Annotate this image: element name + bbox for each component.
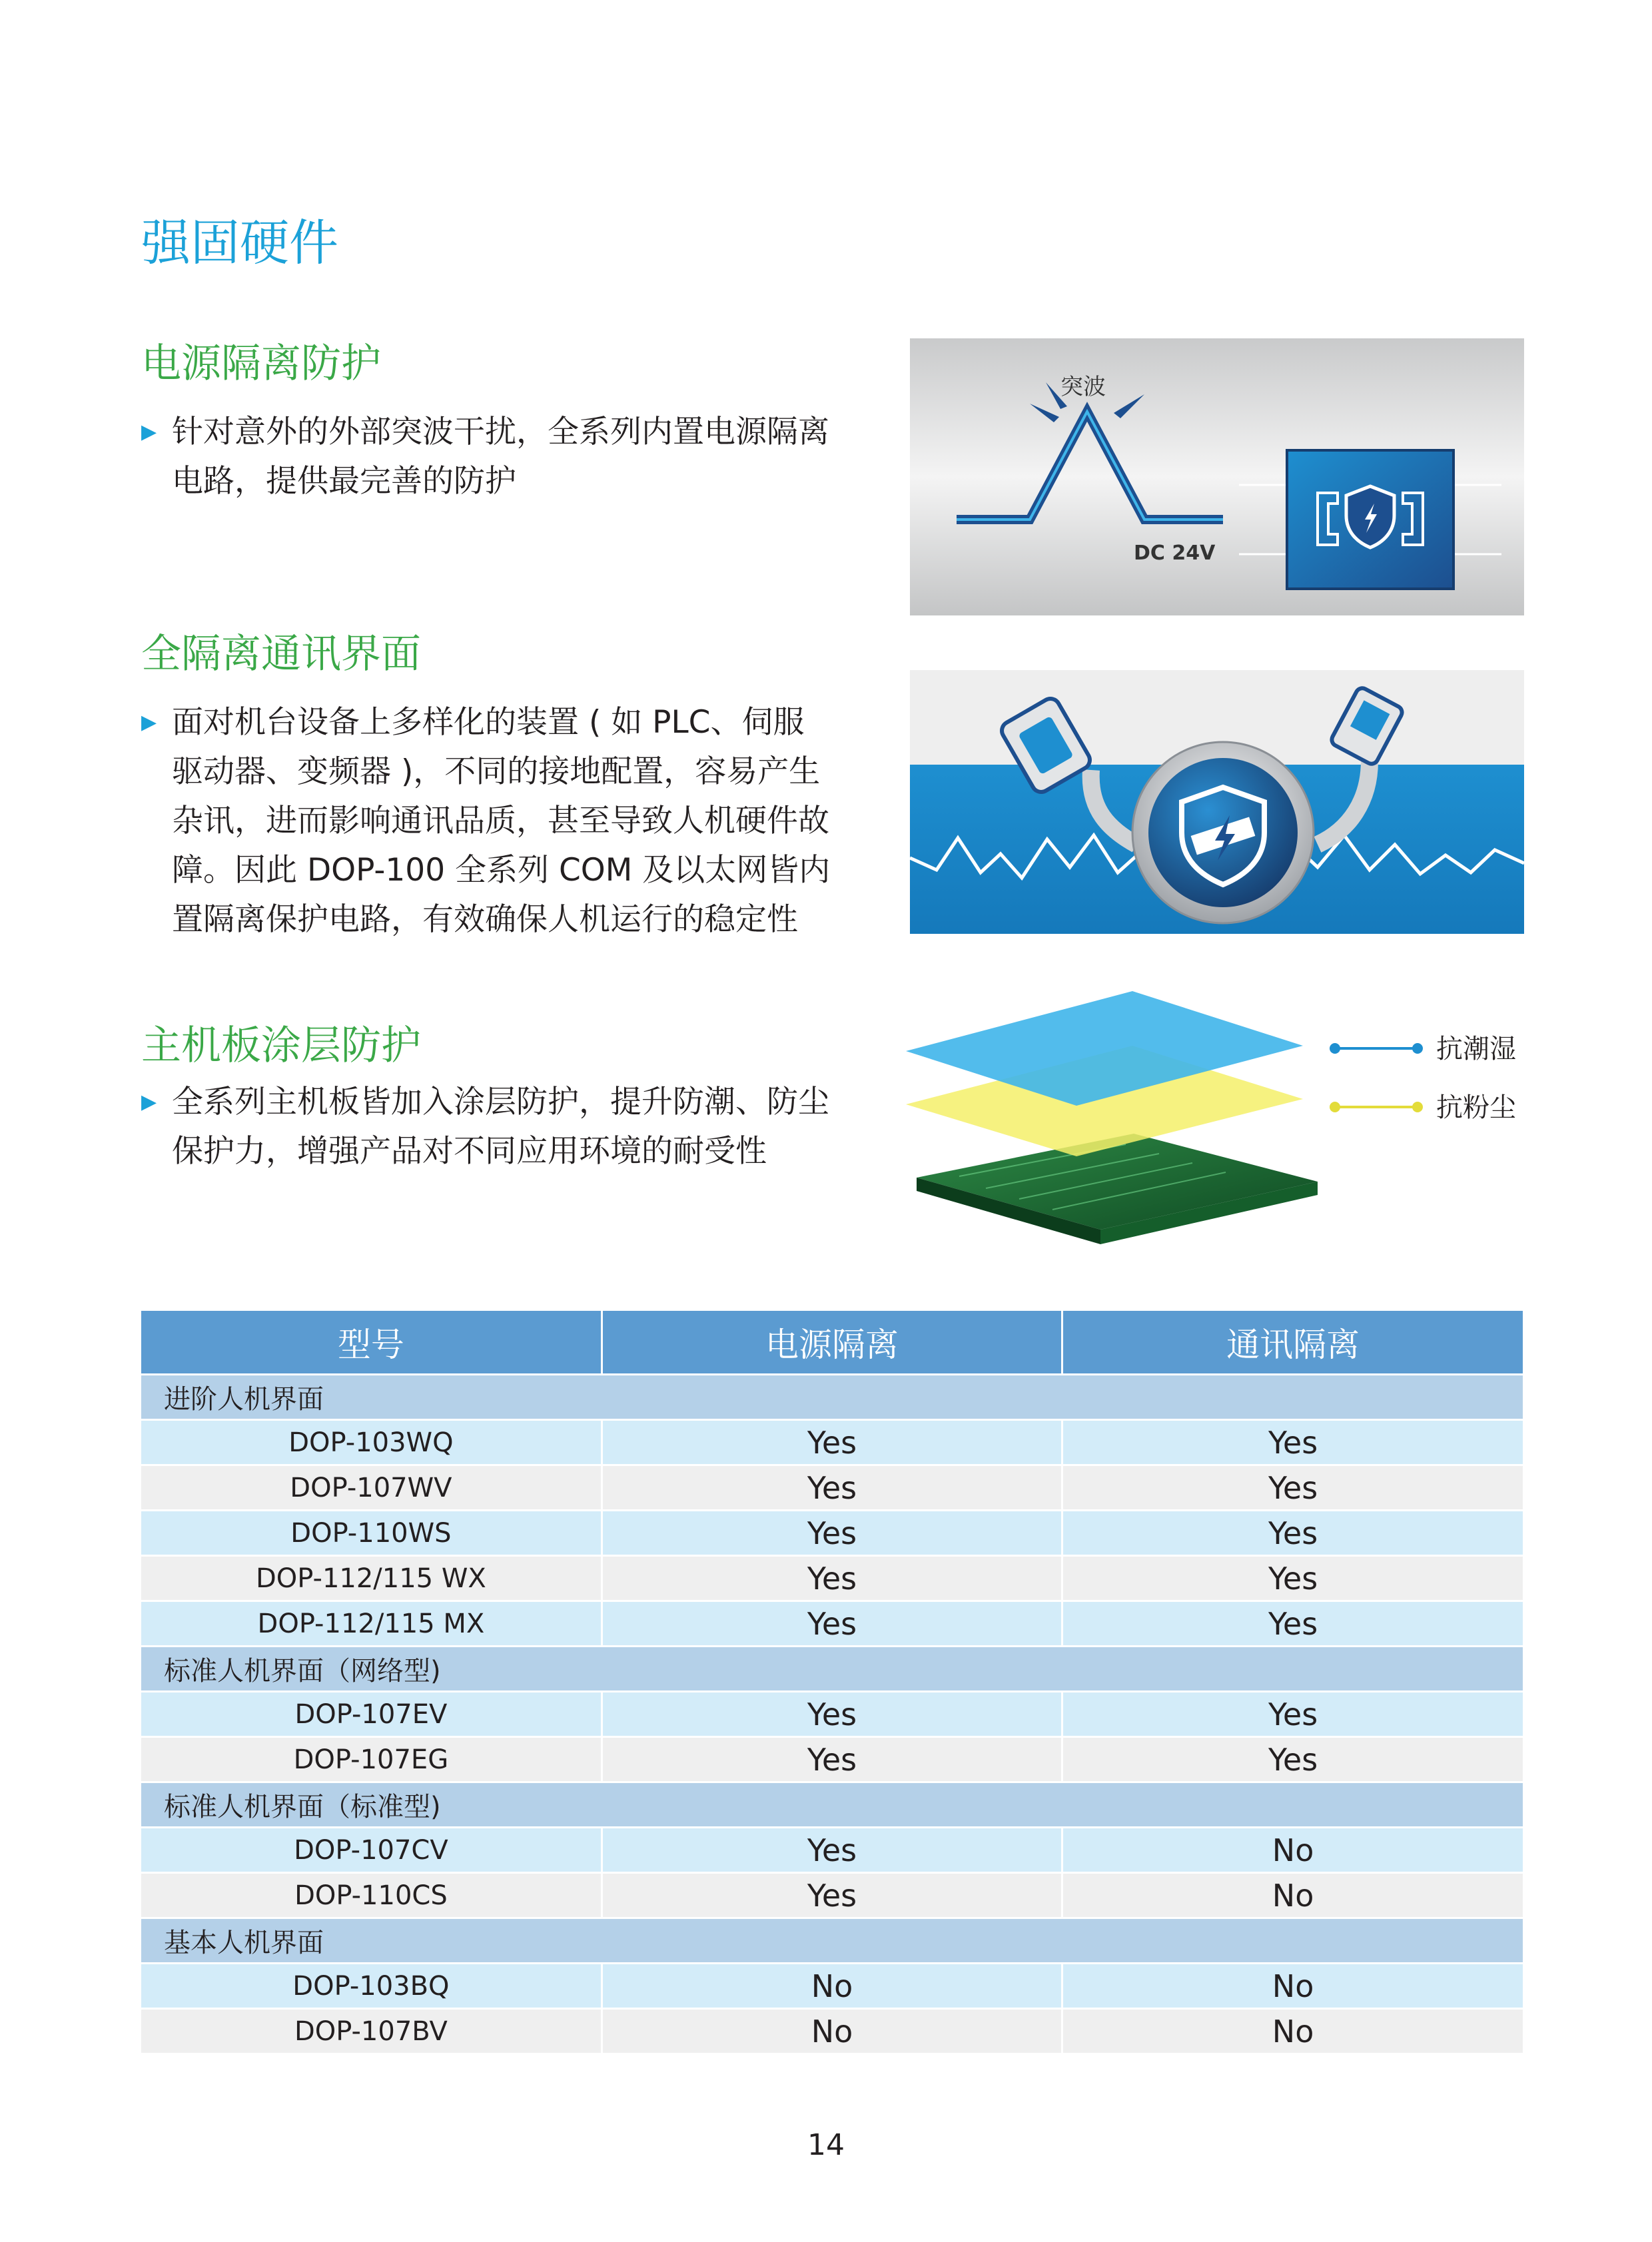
table-row: [141, 1420, 1523, 1465]
group-label: 标准人机界面（网络型): [141, 1647, 1523, 1692]
power-cell: Yes: [602, 1828, 1062, 1873]
model-cell: DOP-103WQ: [141, 1420, 602, 1465]
table-row: [141, 1692, 1523, 1737]
table-row: [141, 1964, 1523, 2009]
comm-cell: Yes: [1062, 1465, 1523, 1511]
body-line: 电路，提供最完善的防护: [172, 463, 516, 500]
comm-cell: Yes: [1062, 1737, 1523, 1782]
table-row: [141, 1828, 1523, 1873]
power-cell: Yes: [602, 1420, 1062, 1465]
bullet-icon: ▶: [141, 420, 157, 444]
model-cell: DOP-107BV: [141, 2009, 602, 2054]
bullet-icon: ▶: [141, 711, 157, 734]
table-group-row: [141, 1918, 1523, 1964]
power-cell: No: [602, 1964, 1062, 2009]
comm-cell: Yes: [1062, 1692, 1523, 1737]
power-cell: Yes: [602, 1737, 1062, 1782]
comm-cell: Yes: [1062, 1420, 1523, 1465]
table-group-row: [141, 1647, 1523, 1692]
body-line: 保护力，增强产品对不同应用环境的耐受性: [172, 1133, 767, 1170]
comm-isolation-illustration: [910, 670, 1524, 934]
body-line: 驱动器、变频器 )，不同的接地配置，容易产生: [172, 753, 821, 790]
group-label: 进阶人机界面: [141, 1375, 1523, 1420]
model-cell: DOP-107EG: [141, 1737, 602, 1782]
body-line: 全系列主机板皆加入涂层防护，提升防潮、防尘: [172, 1084, 829, 1120]
power-cell: Yes: [602, 1692, 1062, 1737]
body-line: 置隔离保护电路，有效确保人机运行的稳定性: [172, 901, 798, 938]
power-cell: Yes: [602, 1601, 1062, 1647]
comm-cell: No: [1062, 1828, 1523, 1873]
table-group-row: [141, 1375, 1523, 1420]
model-cell: DOP-107WV: [141, 1465, 602, 1511]
section-heading-coating: 主机板涂层防护: [141, 1022, 421, 1069]
page-title: 强固硬件: [141, 214, 338, 272]
body-line: 面对机台设备上多样化的装置 ( 如 PLC、伺服: [172, 704, 805, 741]
body-line: 杂讯，进而影响通讯品质，甚至导致人机硬件故: [172, 803, 829, 839]
power-cell: Yes: [602, 1465, 1062, 1511]
header-model: 型号: [141, 1311, 602, 1375]
group-label: 标准人机界面（标准型): [141, 1782, 1523, 1828]
header-comm-isolation: 通讯隔离: [1062, 1311, 1523, 1375]
model-cell: DOP-112/115 MX: [141, 1601, 602, 1647]
table-row: [141, 1737, 1523, 1782]
bullet-icon: ▶: [141, 1090, 157, 1114]
table-row: [141, 1873, 1523, 1918]
moisture-legend-label: 抗潮湿: [1436, 1034, 1516, 1064]
table-row: [141, 2009, 1523, 2054]
power-cell: Yes: [602, 1556, 1062, 1601]
power-cell: Yes: [602, 1873, 1062, 1918]
comm-cell: Yes: [1062, 1556, 1523, 1601]
model-cell: DOP-107EV: [141, 1692, 602, 1737]
section-body-coating: [141, 1078, 881, 1176]
comm-cell: No: [1062, 1964, 1523, 2009]
section-body-comm-isolation: [141, 698, 881, 944]
surge-label: 突波: [1060, 374, 1106, 400]
power-cell: No: [602, 2009, 1062, 2054]
model-cell: DOP-107CV: [141, 1828, 602, 1873]
dust-legend-label: 抗粉尘: [1436, 1092, 1516, 1123]
dc-voltage-label: DC 24V: [1134, 542, 1216, 565]
section-heading-power-isolation: 电源隔离防护: [141, 340, 381, 387]
comm-cell: Yes: [1062, 1601, 1523, 1647]
table-row: [141, 1601, 1523, 1647]
body-line: 针对意外的外部突波干扰，全系列内置电源隔离: [172, 414, 829, 450]
model-cell: DOP-103BQ: [141, 1964, 602, 2009]
power-cell: Yes: [602, 1511, 1062, 1556]
comm-cell: No: [1062, 2009, 1523, 2054]
table-row: [141, 1511, 1523, 1556]
comm-cell: No: [1062, 1873, 1523, 1918]
model-cell: DOP-112/115 WX: [141, 1556, 602, 1601]
model-cell: DOP-110WS: [141, 1511, 602, 1556]
group-label: 基本人机界面: [141, 1918, 1523, 1964]
comm-cell: Yes: [1062, 1511, 1523, 1556]
table-header-row: [141, 1311, 1523, 1375]
power-isolation-illustration: [910, 338, 1524, 615]
header-power-isolation: 电源隔离: [602, 1311, 1062, 1375]
section-heading-comm-isolation: 全隔离通讯界面: [141, 631, 421, 677]
table-row: [141, 1465, 1523, 1511]
spec-table: [141, 1311, 1523, 2053]
body-line: 障。因此 DOP-100 全系列 COM 及以太网皆内: [172, 852, 831, 889]
coating-illustration: [906, 979, 1523, 1266]
page-number: 14: [807, 2128, 845, 2162]
table-group-row: [141, 1782, 1523, 1828]
model-cell: DOP-110CS: [141, 1873, 602, 1918]
table-row: [141, 1556, 1523, 1601]
pcb-board: [917, 1134, 1318, 1230]
section-body-power-isolation: [141, 408, 881, 506]
